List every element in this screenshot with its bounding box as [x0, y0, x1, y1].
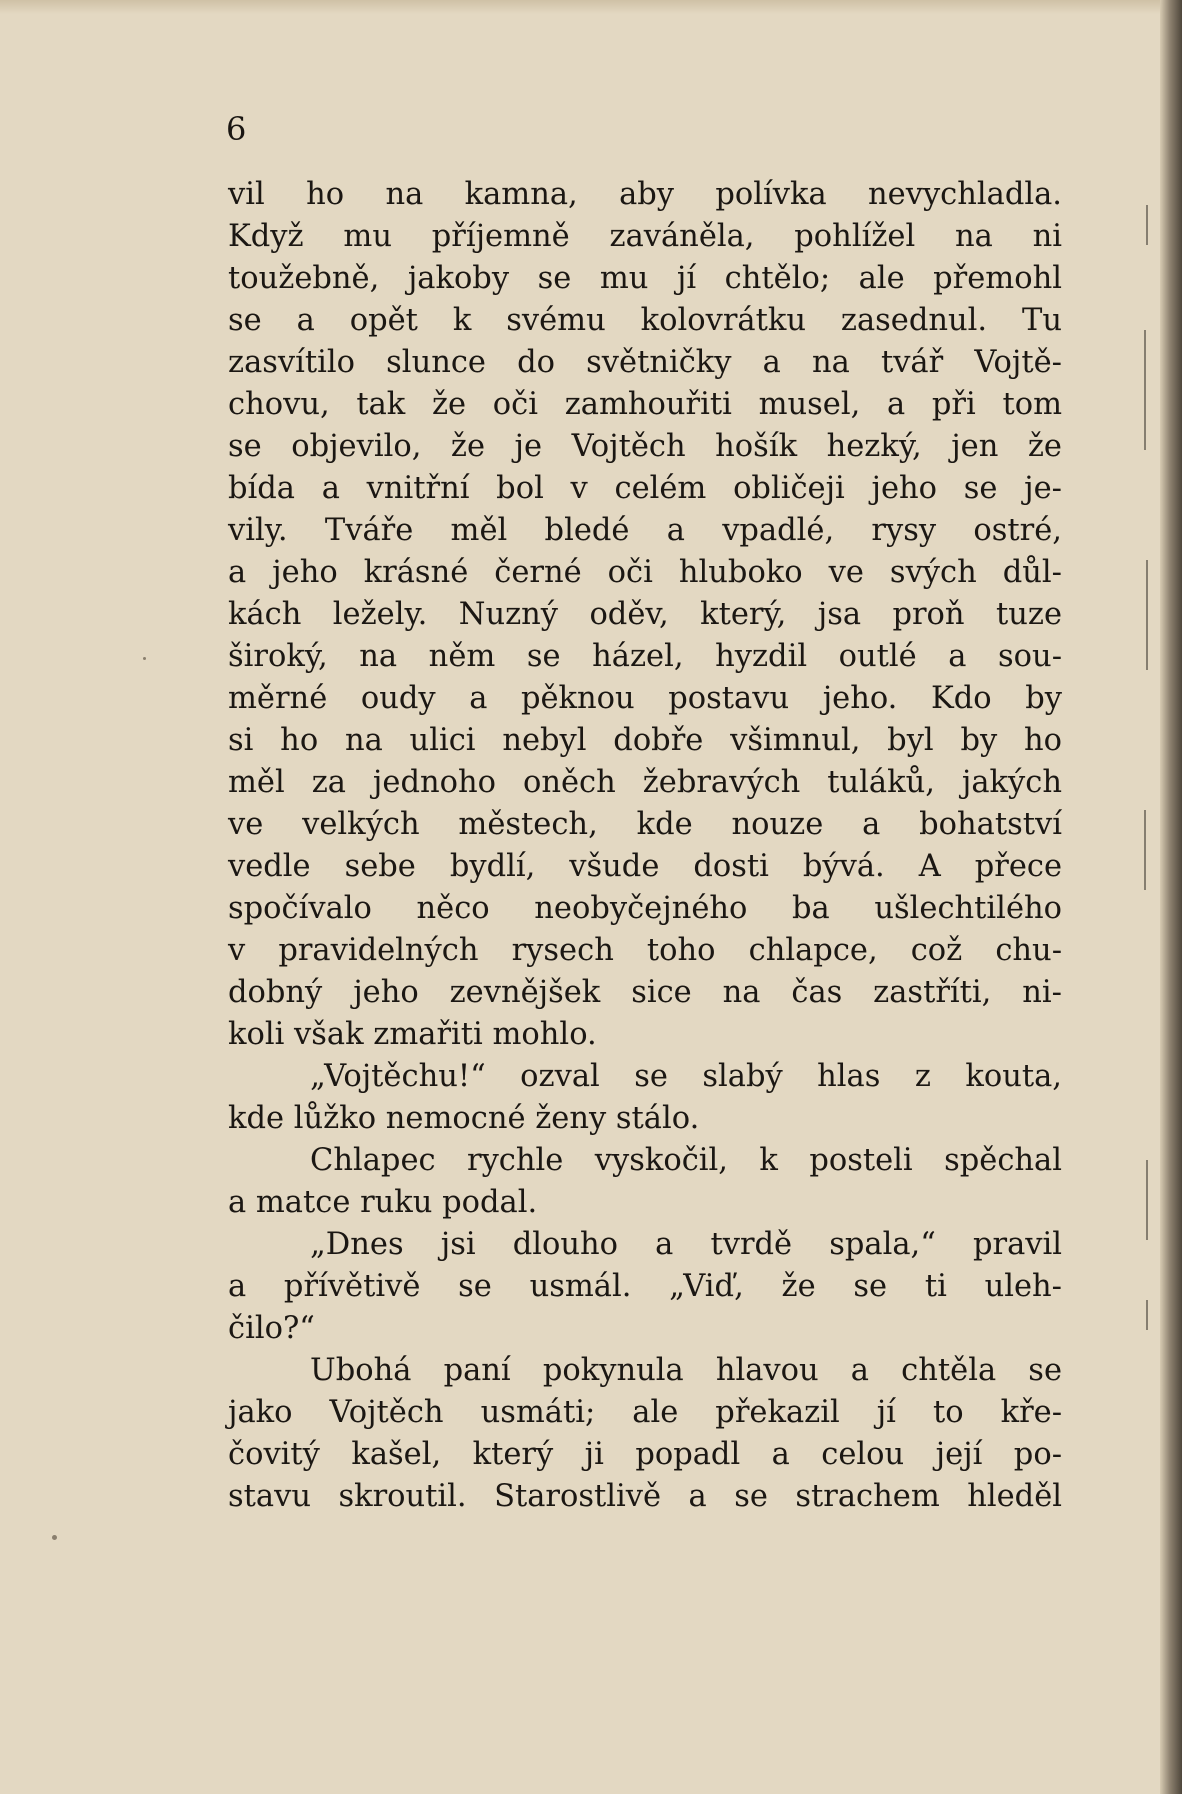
text-line: vily. Tváře měl bledé a vpadlé, rysy ostré, [228, 513, 1062, 548]
page-number: 6 [226, 110, 247, 148]
text-line: čilo?“ [228, 1311, 315, 1346]
text-line: toužebně, jakoby se mu jí chtělo; ale přemohl [228, 261, 1062, 296]
margin-mark [1144, 810, 1146, 890]
text-line: ve velkých městech, kde nouze a bohatství [228, 807, 1062, 842]
text-line: koli však zmařiti mohlo. [228, 1017, 597, 1052]
text-line: široký, na něm se házel, hyzdil outlé a sou- [228, 639, 1062, 674]
text-line: se a opět k svému kolovrátku zasednul. Tu [228, 303, 1062, 338]
text-line: „Vojtěchu!“ ozval se slabý hlas z kouta, [310, 1059, 1062, 1094]
text-line: dobný jeho zevnějšek sice na čas zastříti, ni- [228, 975, 1062, 1010]
page-right-edge-shadow [1160, 0, 1182, 1794]
text-line: čovitý kašel, který ji popadl a celou její po- [228, 1437, 1062, 1472]
text-line: Ubohá paní pokynula hlavou a chtěla se [310, 1353, 1062, 1388]
text-line: a přívětivě se usmál. „Viď, že se ti uleh- [228, 1269, 1062, 1304]
text-line: stavu skroutil. Starostlivě a se strachem hleděl [228, 1479, 1062, 1514]
text-line: měrné oudy a pěknou postavu jeho. Kdo by [228, 681, 1062, 716]
text-line: chovu, tak že oči zamhouřiti musel, a při tom [228, 387, 1062, 422]
text-line: jako Vojtěch usmáti; ale překazil jí to kře- [228, 1395, 1062, 1430]
text-line: spočívalo něco neobyčejného ba ušlechtilého [228, 891, 1062, 926]
text-line: si ho na ulici nebyl dobře všimnul, byl by ho [228, 723, 1062, 758]
text-line: se objevilo, že je Vojtěch hošík hezký, jen že [228, 429, 1062, 464]
body-text [228, 174, 1062, 1518]
text-line: vil ho na kamna, aby polívka nevychladla. [228, 177, 1062, 212]
text-line: a matce ruku podal. [228, 1185, 538, 1220]
margin-mark [1146, 1300, 1148, 1330]
text-line: Chlapec rychle vyskočil, k posteli spěchal [310, 1143, 1062, 1178]
text-line: kde lůžko nemocné ženy stálo. [228, 1101, 700, 1136]
text-line: vedle sebe bydlí, všude dosti bývá. A přece [228, 849, 1062, 884]
text-line: zasvítilo slunce do světničky a na tvář Vojtě- [228, 345, 1062, 380]
text-line: Když mu příjemně zaváněla, pohlížel na ni [228, 219, 1062, 254]
margin-mark [1146, 1160, 1148, 1240]
margin-mark [1146, 205, 1148, 245]
paper-speck [52, 1535, 57, 1540]
text-line: „Dnes jsi dlouho a tvrdě spala,“ pravil [310, 1227, 1062, 1262]
margin-mark [1146, 560, 1148, 670]
text-line: kách ležely. Nuzný oděv, který, jsa proň tuze [228, 597, 1062, 632]
text-line: bída a vnitřní bol v celém obličeji jeho se je- [228, 471, 1062, 506]
margin-mark [1144, 330, 1146, 450]
page-top-edge [0, 0, 1182, 14]
text-line: měl za jednoho oněch žebravých tuláků, jakých [228, 765, 1062, 800]
paper-speck [143, 657, 146, 660]
text-line: a jeho krásné černé oči hluboko ve svých důl- [228, 555, 1062, 590]
text-line: v pravidelných rysech toho chlapce, což chu- [228, 933, 1062, 968]
